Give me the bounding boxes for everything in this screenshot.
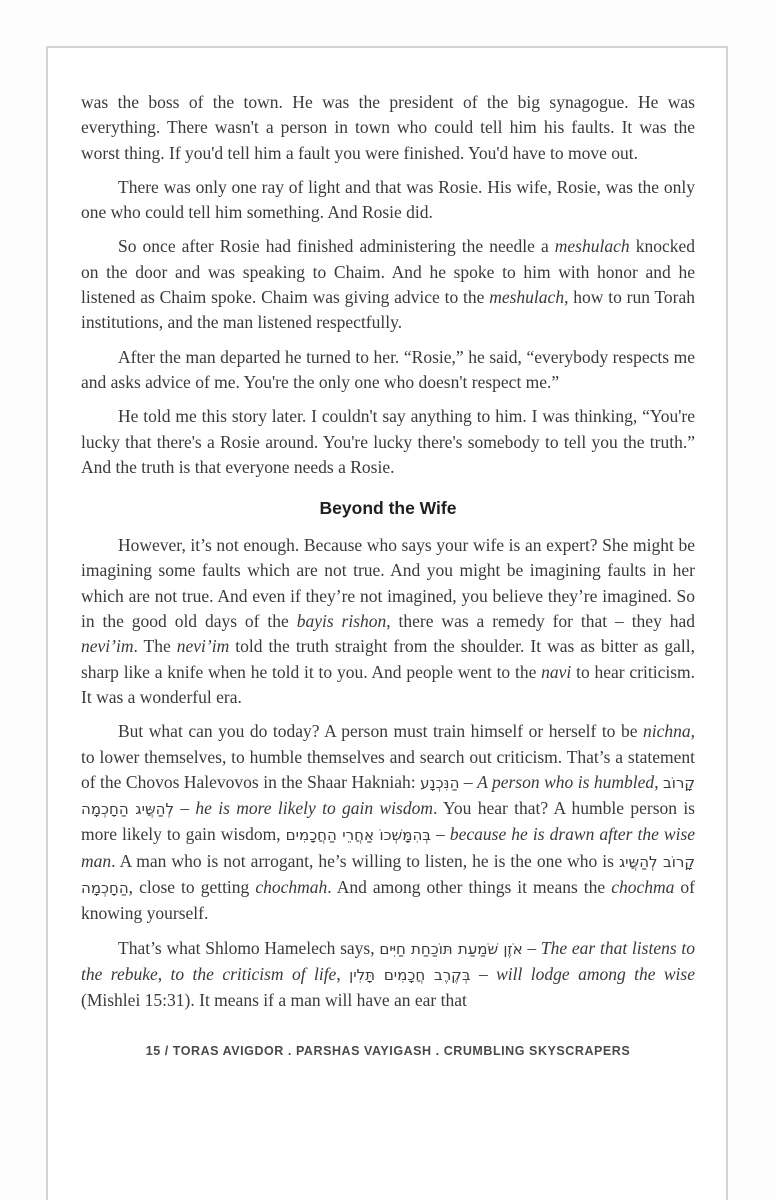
article-body	[81, 90, 695, 1014]
italic-term: chochmah	[255, 877, 328, 898]
paragraph	[81, 533, 695, 710]
text-run: to hear criticism. It was a wonderful era.	[81, 661, 695, 707]
text-run: , how to run Torah institutions, and the man listened respectfully.	[81, 287, 696, 333]
text-run: –	[522, 937, 541, 958]
italic-term: bayis rishon	[296, 611, 387, 632]
italic-term: chochma	[611, 877, 675, 898]
hebrew-phrase: קָרוֹב לְהַשֲּיג הַחָכְמָה	[81, 852, 695, 898]
paragraph	[81, 234, 695, 335]
text-run: –	[174, 798, 196, 819]
page	[46, 46, 728, 1200]
italic-term: nevi’im	[176, 636, 230, 657]
italic-term: The ear that listens to the rebuke, to the criticism of life	[81, 937, 696, 984]
text-run: ,	[654, 771, 664, 792]
text-run: (Mishlei 15:31). It means if a man will have an ear that	[81, 990, 467, 1011]
hebrew-phrase: בְּקֶרֶב חֲכָמִים תָּלִין	[349, 965, 471, 984]
text-run: , to lower themselves, to humble themselves and search out criticism. That’s a statement of the Chovos Halevovos in the Shaar Hakniah:	[81, 721, 695, 792]
paragraph	[81, 936, 695, 1014]
text-run: However, it’s not enough. Because who says your wife is an expert? She might be imagining some faults which are not true. And you might be imagining faults in her which are not true. And even if they’re not imagined, you believe they’re imagined. So in the good old days of the	[81, 535, 695, 632]
italic-term: he is more likely to gain wisdom	[195, 798, 433, 819]
text-run: . You hear that? A humble person is more likely to gain wisdom,	[81, 798, 695, 845]
text-run: , there was a remedy for that – they had	[386, 611, 695, 632]
text-run: So once after Rosie had finished administering the needle a	[118, 236, 555, 257]
italic-term: because he is drawn after the wise man	[81, 824, 696, 871]
hebrew-phrase: אֹזֶן שֹׁמַעַת תּוֹכַחַת חַיִּים	[379, 939, 523, 958]
italic-term: will lodge among the wise	[496, 963, 695, 984]
section-heading: Beyond the Wife	[319, 498, 457, 519]
text-run: After the man departed he turned to her. “Rosie,” he said, “everybody respects me and asks advice of me. You're the only one who doesn't respect me.”	[81, 346, 695, 392]
text-run: . A man who is not arrogant, he’s willing to listen, he is the one who is	[111, 850, 619, 871]
text-run: . The	[133, 636, 177, 657]
text-run: But what can you do today? A person must train himself or herself to be	[118, 721, 643, 742]
italic-term: nevi’im	[81, 636, 134, 657]
hebrew-phrase: הַנִּכְנָע	[420, 773, 460, 792]
page-footer: 15 / TORAS AVIGDOR . PARSHAS VAYIGASH . CRUMBLING SKYSCRAPERS	[145, 1043, 631, 1058]
italic-term: A person who is humbled	[477, 771, 655, 792]
text-run: . And among other things it means the	[327, 877, 612, 898]
text-run: , close to getting	[128, 877, 256, 898]
text-run: knocked on the door and was speaking to Chaim. And he spoke to him with honor and he listened as Chaim spoke. Chaim was giving advice to the	[81, 236, 695, 308]
text-run: That’s what Shlomo Hamelech says,	[118, 937, 380, 958]
paragraph	[81, 404, 695, 480]
paragraph	[81, 345, 695, 396]
italic-term: navi	[541, 661, 572, 682]
text-run: told the truth straight from the shoulder. It was as bitter as gall, sharp like a knife when he told it to you. And people went to the	[81, 636, 695, 682]
hebrew-phrase: בְּהִמָּשְׁכוֹ אַחֲרֵי הַחֲכָמִים	[285, 826, 431, 845]
italic-term: nichna	[642, 721, 691, 742]
text-run: –	[430, 824, 450, 845]
paragraph	[81, 719, 695, 926]
hebrew-phrase: קָרוֹב לְהַשֲּיג הַחָכְמָה	[81, 773, 696, 819]
paragraph	[81, 175, 695, 226]
italic-term: meshulach	[554, 236, 630, 257]
paragraph	[81, 90, 695, 166]
text-run: ,	[336, 963, 350, 984]
text-run: of knowing yourself.	[81, 877, 695, 924]
text-run: was the boss of the town. He was the president of the big synagogue. He was everything. There wasn't a person in town who could tell him his faults. It was the worst thing. If you'd tell him a fault you were finished. You'd have to move out.	[81, 92, 695, 163]
italic-term: meshulach	[489, 287, 565, 308]
text-run: He told me this story later. I couldn't say anything to him. I was thinking, “You're lucky that there's a Rosie around. You're lucky there's somebody to tell you the truth.” And the truth is that everyone needs a Rosie.	[81, 406, 695, 477]
text-run: –	[470, 963, 497, 984]
text-run: There was only one ray of light and that was Rosie. His wife, Rosie, was the only one who could tell him something. And Rosie did.	[81, 176, 695, 223]
text-run: –	[459, 771, 478, 792]
